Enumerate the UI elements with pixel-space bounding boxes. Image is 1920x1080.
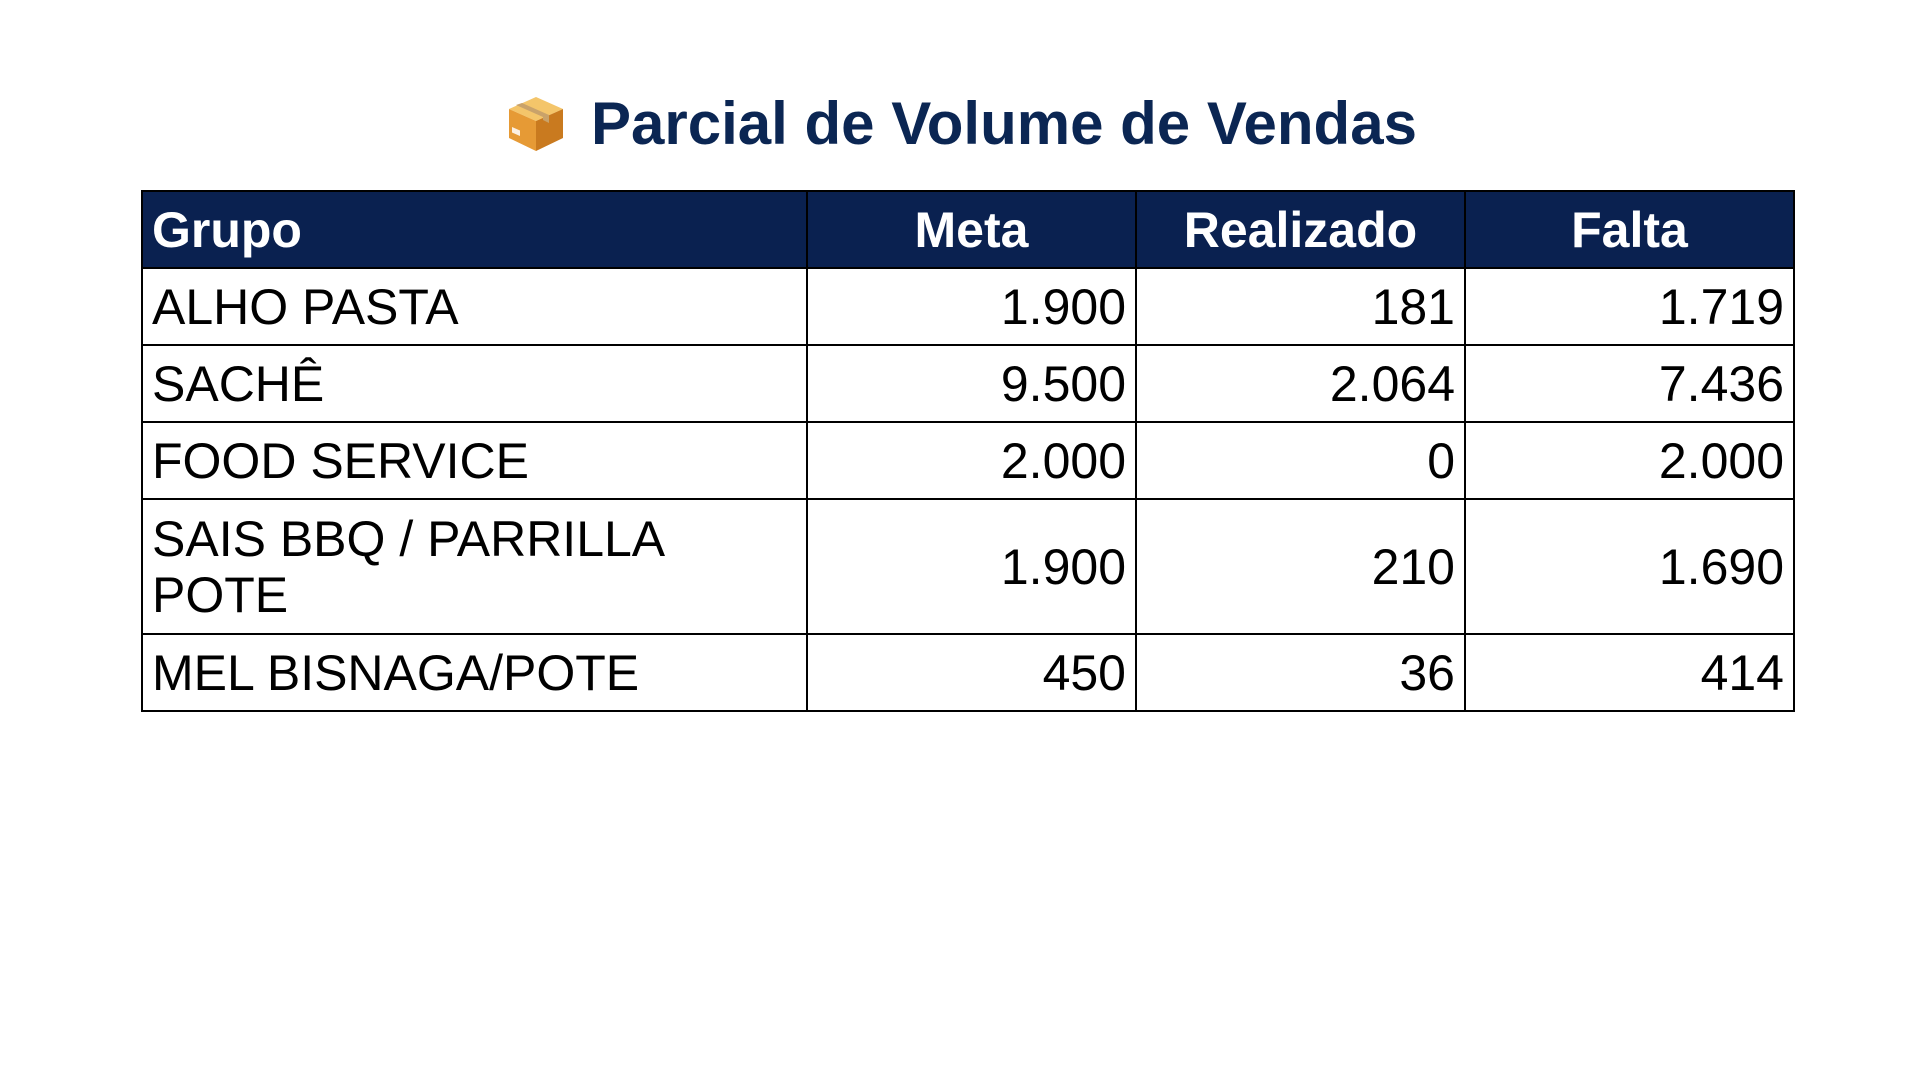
cell-meta: 1.900: [807, 268, 1136, 345]
table-header-row: [142, 191, 1794, 268]
cell-grupo: ALHO PASTA: [142, 268, 807, 345]
cell-meta: 450: [807, 634, 1136, 711]
cell-falta: 2.000: [1465, 422, 1794, 499]
table-row: [142, 422, 1794, 499]
table-row: [142, 499, 1794, 634]
cell-grupo: SACHÊ: [142, 345, 807, 422]
cell-falta: 414: [1465, 634, 1794, 711]
cell-realizado: 0: [1136, 422, 1465, 499]
cell-grupo: FOOD SERVICE: [142, 422, 807, 499]
cell-realizado: 2.064: [1136, 345, 1465, 422]
sales-volume-table: [141, 190, 1795, 712]
column-header-falta: Falta: [1465, 191, 1794, 268]
cell-meta: 1.900: [807, 499, 1136, 634]
table-row: [142, 634, 1794, 711]
cell-grupo: MEL BISNAGA/POTE: [142, 634, 807, 711]
column-header-meta: Meta: [807, 191, 1136, 268]
package-box-icon: [503, 91, 569, 157]
page-title: Parcial de Volume de Vendas: [591, 90, 1417, 157]
cell-realizado: 181: [1136, 268, 1465, 345]
cell-falta: 1.690: [1465, 499, 1794, 634]
cell-meta: 9.500: [807, 345, 1136, 422]
column-header-realizado: Realizado: [1136, 191, 1465, 268]
column-header-grupo: Grupo: [142, 191, 807, 268]
cell-falta: 1.719: [1465, 268, 1794, 345]
table-row: [142, 345, 1794, 422]
cell-realizado: 36: [1136, 634, 1465, 711]
cell-meta: 2.000: [807, 422, 1136, 499]
page-header: [0, 88, 1920, 160]
cell-falta: 7.436: [1465, 345, 1794, 422]
cell-grupo: SAIS BBQ / PARRILLA POTE: [142, 499, 807, 634]
cell-realizado: 210: [1136, 499, 1465, 634]
table-row: [142, 268, 1794, 345]
